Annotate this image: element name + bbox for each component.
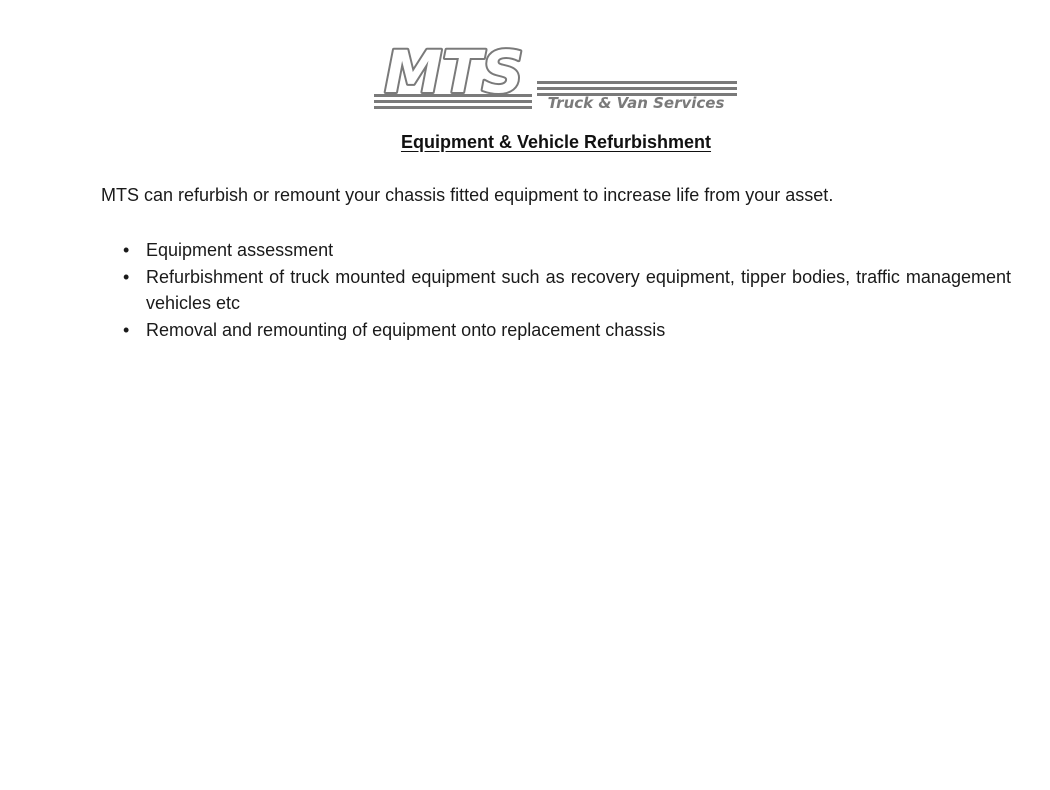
service-list [101, 237, 1011, 343]
list-item-text: Refurbishment of truck mounted equipment such as recovery equipment, tipper bodies, traffic management vehicles etc [146, 266, 1011, 313]
document-title: Equipment & Vehicle Refurbishment [400, 132, 712, 152]
company-logo [372, 42, 740, 114]
logo-speed-line [537, 81, 737, 84]
list-item-text: Removal and remounting of equipment onto replacement chassis [146, 319, 666, 340]
logo-wordmark: MTS [384, 42, 524, 106]
logo-speed-line [537, 87, 737, 90]
list-item [101, 317, 1011, 344]
bullet-icon: • [123, 266, 130, 287]
list-item-text: Equipment assessment [146, 240, 334, 260]
list-item [101, 237, 1011, 264]
logo-speed-line [374, 106, 532, 109]
logo-tagline: Truck & Van Services [547, 94, 725, 112]
bullet-icon: • [123, 240, 130, 260]
list-item [101, 264, 1011, 317]
bullet-icon: • [123, 319, 130, 340]
intro-paragraph: MTS can refurbish or remount your chassis fitted equipment to increase life from your asset. [101, 185, 834, 205]
logo-graphic [372, 42, 740, 114]
